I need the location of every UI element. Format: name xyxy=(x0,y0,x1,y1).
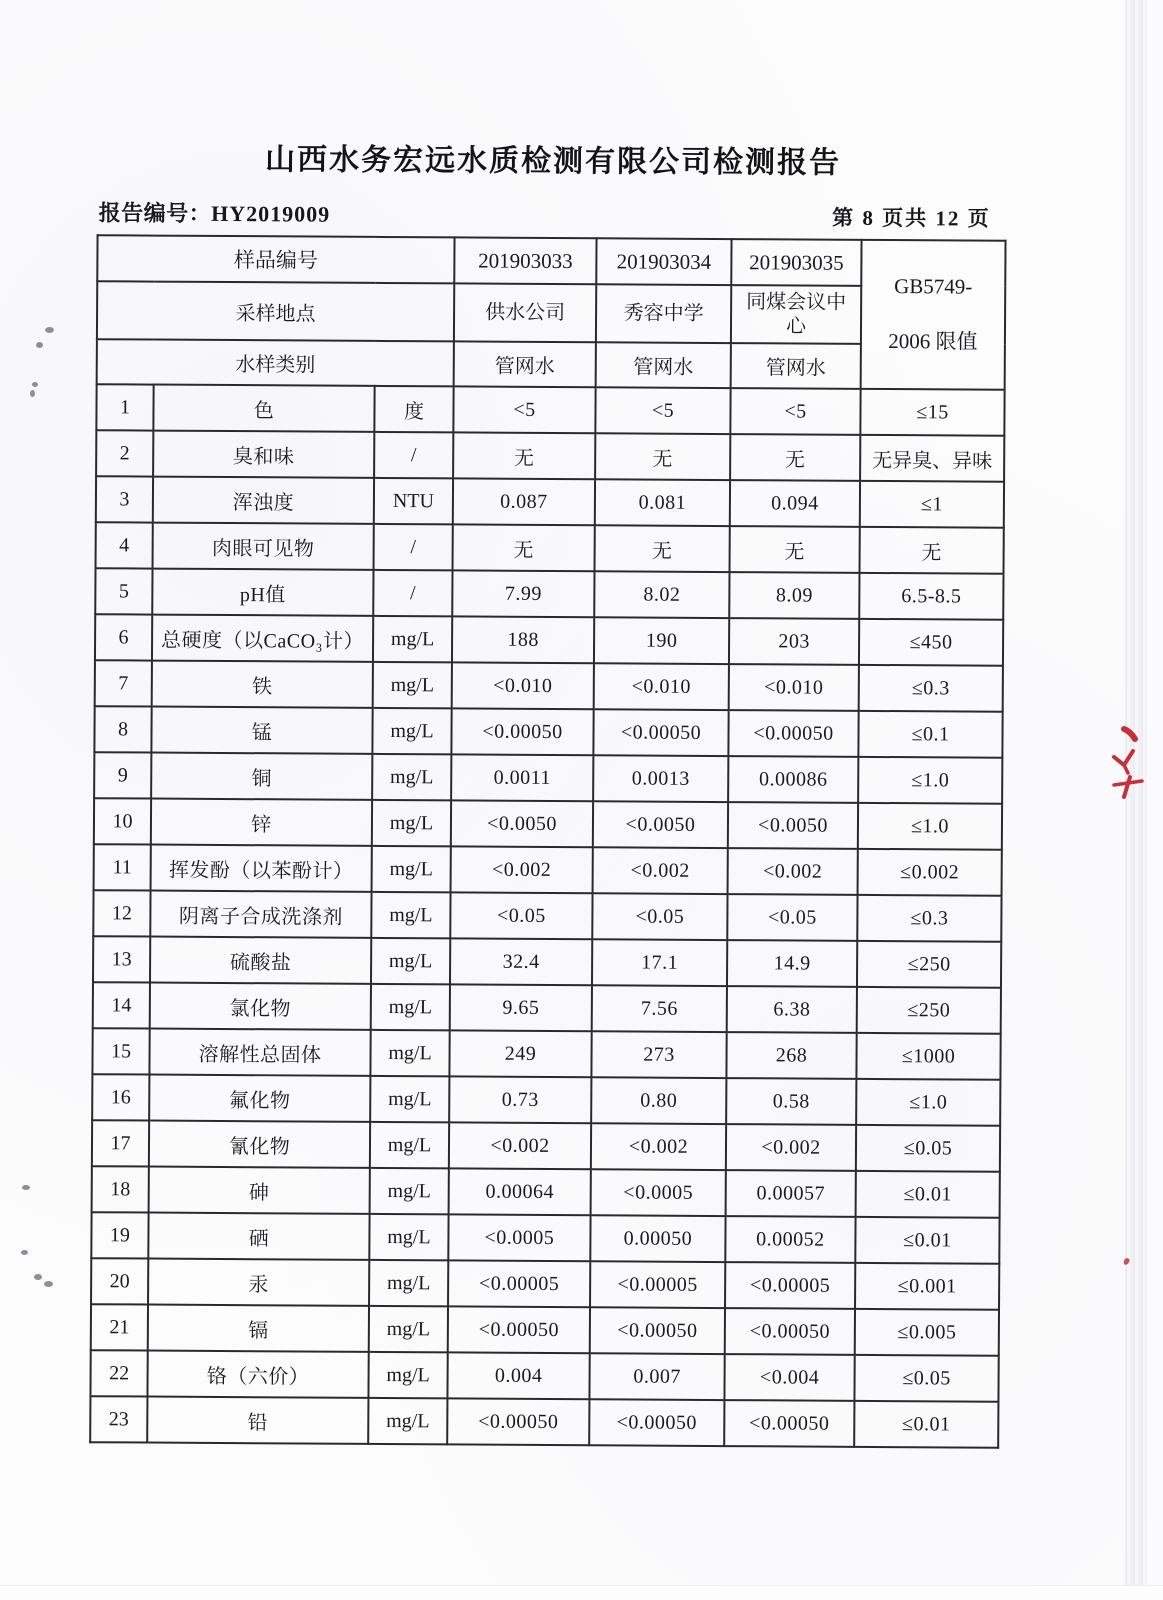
cell-sample2-value: 0.00050 xyxy=(590,1215,725,1262)
cell-row-number: 15 xyxy=(92,1028,149,1074)
cell-row-number: 3 xyxy=(96,476,153,522)
header-sample-id-label: 样品编号 xyxy=(97,235,454,283)
table-row xyxy=(96,430,1004,482)
cell-parameter-name: 浑浊度 xyxy=(153,477,374,524)
cell-parameter-name: 砷 xyxy=(149,1167,370,1214)
cell-parameter-name: 氯化物 xyxy=(150,983,371,1030)
cell-unit: / xyxy=(374,432,453,478)
table-row xyxy=(93,982,1001,1034)
cell-unit: mg/L xyxy=(369,1214,448,1260)
cell-row-number: 10 xyxy=(94,798,151,844)
cell-unit: mg/L xyxy=(368,1352,447,1398)
cell-limit: 无 xyxy=(860,527,1004,574)
cell-sample3-value: <5 xyxy=(730,388,860,435)
scan-speck xyxy=(22,1185,30,1190)
cell-sample1-value: <0.010 xyxy=(452,662,594,709)
cell-limit: ≤0.3 xyxy=(857,895,1001,942)
table-row xyxy=(91,1304,999,1356)
cell-row-number: 8 xyxy=(94,706,151,752)
cell-sample2-value: 7.56 xyxy=(592,985,727,1032)
cell-sample3-value: <0.004 xyxy=(724,1354,854,1401)
cell-row-number: 11 xyxy=(94,844,151,890)
cell-sample3-value: 0.00086 xyxy=(728,756,858,803)
cell-sample1-value: 0.73 xyxy=(449,1076,591,1123)
cell-sample2-value: 无 xyxy=(595,525,730,572)
page-bottom-edge xyxy=(0,1585,1163,1600)
cell-row-number: 22 xyxy=(90,1350,147,1396)
scan-speck xyxy=(34,1274,42,1280)
cell-limit: ≤250 xyxy=(857,987,1001,1034)
cell-row-number: 5 xyxy=(95,568,152,614)
cell-unit: mg/L xyxy=(371,892,450,938)
cell-sample3-value: <0.05 xyxy=(727,894,857,941)
table-row xyxy=(94,752,1002,804)
scan-speck xyxy=(21,1250,28,1255)
header-sample-id-2: 201903034 xyxy=(596,238,731,285)
cell-parameter-name: 色 xyxy=(153,385,374,432)
table-row xyxy=(90,1396,998,1448)
cell-unit: 度 xyxy=(374,386,453,432)
table-row xyxy=(94,798,1002,850)
cell-parameter-name: 总硬度（以CaCO₃计） xyxy=(152,615,373,662)
cell-row-number: 16 xyxy=(92,1074,149,1120)
standard-code: GB5749- xyxy=(894,274,973,299)
scan-speck xyxy=(36,342,43,348)
cell-parameter-name: 肉眼可见物 xyxy=(153,523,374,570)
cell-sample2-value: 0.007 xyxy=(589,1353,724,1400)
cell-sample1-value: 无 xyxy=(453,524,595,571)
cell-unit: NTU xyxy=(374,478,453,524)
cell-row-number: 13 xyxy=(93,936,150,982)
cell-sample2-value: 17.1 xyxy=(592,939,727,986)
cell-sample3-value: 268 xyxy=(726,1032,856,1079)
header-water-type-3: 管网水 xyxy=(731,343,861,389)
cell-sample1-value: 0.004 xyxy=(447,1352,589,1399)
cell-sample2-value: <0.002 xyxy=(591,1123,726,1170)
cell-row-number: 1 xyxy=(96,384,153,430)
table-row xyxy=(94,844,1002,896)
cell-sample2-value: 0.80 xyxy=(591,1077,726,1124)
cell-limit: ≤0.1 xyxy=(858,711,1002,758)
cell-row-number: 19 xyxy=(91,1212,148,1258)
cell-sample3-value: <0.010 xyxy=(729,664,859,711)
header-row-sample-id xyxy=(97,235,1005,287)
table-row xyxy=(93,890,1001,942)
cell-unit: mg/L xyxy=(370,1168,449,1214)
cell-limit: 6.5-8.5 xyxy=(859,573,1003,620)
header-location-3: 同煤会议中心 xyxy=(731,285,861,344)
cell-sample2-value: 无 xyxy=(595,433,730,480)
cell-sample2-value: <0.002 xyxy=(593,847,728,894)
page-title: 山西水务宏远水质检测有限公司检测报告 xyxy=(264,143,842,180)
cell-limit: ≤250 xyxy=(857,941,1001,988)
table-row xyxy=(95,568,1003,620)
header-location-label: 采样地点 xyxy=(97,281,454,341)
cell-sample3-value: 203 xyxy=(729,618,859,665)
cell-sample1-value: <0.0005 xyxy=(448,1214,590,1261)
cell-limit: ≤0.01 xyxy=(854,1401,998,1448)
cell-unit: mg/L xyxy=(372,846,451,892)
cell-unit: mg/L xyxy=(369,1260,448,1306)
cell-limit: ≤0.005 xyxy=(855,1309,999,1356)
cell-unit: mg/L xyxy=(373,616,452,662)
cell-sample2-value: <0.00050 xyxy=(589,1399,724,1446)
cell-sample2-value: <0.00050 xyxy=(593,709,728,756)
cell-row-number: 6 xyxy=(95,614,152,660)
header-location-1: 供水公司 xyxy=(454,283,596,342)
cell-row-number: 9 xyxy=(94,752,151,798)
cell-unit: mg/L xyxy=(368,1398,447,1444)
cell-limit: ≤0.3 xyxy=(859,665,1003,712)
scan-speck xyxy=(32,382,38,387)
report-number xyxy=(99,196,331,228)
table-row xyxy=(96,476,1004,528)
cell-sample1-value: 0.0011 xyxy=(451,754,593,801)
cell-sample1-value: 0.087 xyxy=(453,478,595,525)
cell-sample2-value: 273 xyxy=(591,1031,726,1078)
cell-row-number: 17 xyxy=(92,1120,149,1166)
cell-row-number: 18 xyxy=(92,1166,149,1212)
report-number-label: 报告编号： xyxy=(98,200,212,226)
header-water-type-1: 管网水 xyxy=(454,341,596,387)
cell-limit: ≤0.01 xyxy=(856,1171,1000,1218)
cell-limit: ≤1.0 xyxy=(856,1079,1000,1126)
cell-sample1-value: <0.00050 xyxy=(448,1306,590,1353)
scan-speck xyxy=(30,390,35,397)
cell-sample3-value: 0.58 xyxy=(726,1078,856,1125)
cell-sample1-value: <0.00050 xyxy=(447,1398,589,1445)
cell-parameter-name: 锰 xyxy=(151,707,372,754)
cell-limit: ≤1 xyxy=(860,481,1004,528)
cell-row-number: 12 xyxy=(93,890,150,936)
cell-unit: mg/L xyxy=(370,1030,449,1076)
cell-sample1-value: <0.05 xyxy=(450,892,592,939)
cell-limit: ≤1.0 xyxy=(858,757,1002,804)
cell-sample1-value: 9.65 xyxy=(450,984,592,1031)
cell-limit: ≤0.05 xyxy=(856,1125,1000,1172)
cell-row-number: 21 xyxy=(91,1304,148,1350)
cell-sample2-value: 8.02 xyxy=(594,571,729,618)
red-pen-marks xyxy=(1100,715,1160,815)
header-water-type-label: 水样类别 xyxy=(97,339,454,386)
cell-parameter-name: 溶解性总固体 xyxy=(149,1029,370,1076)
cell-unit: mg/L xyxy=(370,1122,449,1168)
table-row xyxy=(93,936,1001,988)
cell-sample1-value: <5 xyxy=(453,386,595,433)
table-row xyxy=(92,1120,1000,1172)
cell-parameter-name: 氰化物 xyxy=(149,1121,370,1168)
page-indicator: 第 8 页共 12 页 xyxy=(832,205,991,231)
cell-sample3-value: 0.00057 xyxy=(726,1170,856,1217)
cell-limit: ≤0.05 xyxy=(854,1355,998,1402)
cell-limit: ≤0.01 xyxy=(855,1217,999,1264)
cell-sample1-value: 无 xyxy=(453,432,595,479)
cell-row-number: 20 xyxy=(91,1258,148,1304)
cell-row-number: 23 xyxy=(90,1396,147,1442)
cell-sample2-value: 190 xyxy=(594,617,729,664)
report-number-value: HY2019009 xyxy=(211,200,331,227)
cell-row-number: 4 xyxy=(96,522,153,568)
cell-sample1-value: 0.00064 xyxy=(449,1168,591,1215)
cell-sample1-value: <0.002 xyxy=(451,846,593,893)
cell-limit: ≤15 xyxy=(860,389,1004,436)
cell-parameter-name: 锌 xyxy=(151,799,372,846)
results-tbody xyxy=(90,384,1004,1448)
scan-speck xyxy=(44,1281,53,1287)
cell-limit: ≤1000 xyxy=(856,1033,1000,1080)
cell-sample2-value: <0.05 xyxy=(592,893,727,940)
cell-row-number: 7 xyxy=(95,660,152,706)
standard-limit-label: 2006 限值 xyxy=(888,329,978,354)
cell-sample1-value: 188 xyxy=(452,616,594,663)
cell-sample3-value: 无 xyxy=(730,434,860,481)
cell-row-number: 2 xyxy=(96,430,153,476)
cell-parameter-name: 铜 xyxy=(151,753,372,800)
cell-limit: ≤0.001 xyxy=(855,1263,999,1310)
table-row xyxy=(95,614,1003,666)
cell-sample1-value: 7.99 xyxy=(452,570,594,617)
table-row xyxy=(96,384,1004,436)
cell-sample3-value: 无 xyxy=(730,526,860,573)
cell-sample3-value: 8.09 xyxy=(729,572,859,619)
header-standard-limit xyxy=(861,240,1006,390)
cell-unit: mg/L xyxy=(370,1076,449,1122)
table-row xyxy=(96,522,1004,574)
cell-sample2-value: 0.081 xyxy=(595,479,730,526)
cell-sample3-value: 6.38 xyxy=(727,986,857,1033)
cell-unit: / xyxy=(373,570,452,616)
cell-sample3-value: 0.094 xyxy=(730,480,860,527)
cell-parameter-name: 氟化物 xyxy=(149,1075,370,1122)
table-row xyxy=(92,1166,1000,1218)
cell-parameter-name: 阴离子合成洗涤剂 xyxy=(150,891,371,938)
cell-sample2-value: <0.010 xyxy=(594,663,729,710)
header-location-2: 秀容中学 xyxy=(596,284,731,343)
cell-sample3-value: <0.0050 xyxy=(728,802,858,849)
cell-sample3-value: <0.00050 xyxy=(724,1400,854,1447)
cell-limit: ≤450 xyxy=(859,619,1003,666)
cell-sample3-value: 14.9 xyxy=(727,940,857,987)
cell-sample2-value: <5 xyxy=(595,387,730,434)
cell-sample3-value: <0.00005 xyxy=(725,1262,855,1309)
cell-limit: ≤1.0 xyxy=(858,803,1002,850)
cell-unit: mg/L xyxy=(373,662,452,708)
cell-parameter-name: 铁 xyxy=(152,661,373,708)
table-row xyxy=(94,706,1002,758)
cell-parameter-name: 镉 xyxy=(148,1305,369,1352)
cell-unit: mg/L xyxy=(371,938,450,984)
cell-sample3-value: 0.00052 xyxy=(725,1216,855,1263)
report-meta xyxy=(99,196,991,232)
table-row xyxy=(91,1212,999,1264)
cell-unit: / xyxy=(374,524,453,570)
table-row xyxy=(90,1350,998,1402)
cell-sample3-value: <0.00050 xyxy=(725,1308,855,1355)
cell-sample2-value: <0.00005 xyxy=(590,1261,725,1308)
results-table xyxy=(89,234,1006,1449)
cell-sample1-value: <0.00050 xyxy=(451,708,593,755)
cell-sample2-value: <0.00050 xyxy=(590,1307,725,1354)
table-row xyxy=(92,1028,1000,1080)
header-sample-id-1: 201903033 xyxy=(454,237,596,284)
cell-sample1-value: <0.0050 xyxy=(451,800,593,847)
cell-row-number: 14 xyxy=(93,982,150,1028)
cell-parameter-name: 铅 xyxy=(147,1397,368,1444)
cell-unit: mg/L xyxy=(371,984,450,1030)
table-row xyxy=(95,660,1003,712)
cell-sample1-value: 249 xyxy=(449,1030,591,1077)
cell-sample3-value: <0.002 xyxy=(728,848,858,895)
results-table-header xyxy=(97,235,1006,390)
cell-limit: 无异臭、异味 xyxy=(860,435,1004,482)
cell-parameter-name: 汞 xyxy=(148,1259,369,1306)
cell-unit: mg/L xyxy=(372,708,451,754)
cell-parameter-name: 挥发酚（以苯酚计） xyxy=(151,845,372,892)
scan-speck xyxy=(45,327,54,333)
table-row xyxy=(92,1074,1000,1126)
cell-unit: mg/L xyxy=(372,800,451,846)
cell-parameter-name: 臭和味 xyxy=(153,431,374,478)
cell-sample2-value: <0.0050 xyxy=(593,801,728,848)
cell-parameter-name: 硒 xyxy=(148,1213,369,1260)
cell-parameter-name: 硫酸盐 xyxy=(150,937,371,984)
cell-limit: ≤0.002 xyxy=(858,849,1002,896)
cell-parameter-name: 铬（六价） xyxy=(147,1351,368,1398)
cell-sample3-value: <0.002 xyxy=(726,1124,856,1171)
header-sample-id-3: 201903035 xyxy=(731,239,861,286)
cell-unit: mg/L xyxy=(372,754,451,800)
cell-unit: mg/L xyxy=(369,1306,448,1352)
table-row xyxy=(91,1258,999,1310)
cell-parameter-name: pH值 xyxy=(152,569,373,616)
header-water-type-2: 管网水 xyxy=(596,342,731,388)
cell-sample2-value: 0.0013 xyxy=(593,755,728,802)
cell-sample1-value: <0.002 xyxy=(449,1122,591,1169)
cell-sample3-value: <0.00050 xyxy=(728,710,858,757)
cell-sample2-value: <0.0005 xyxy=(591,1169,726,1216)
cell-sample1-value: 32.4 xyxy=(450,938,592,985)
cell-sample1-value: <0.00005 xyxy=(448,1260,590,1307)
